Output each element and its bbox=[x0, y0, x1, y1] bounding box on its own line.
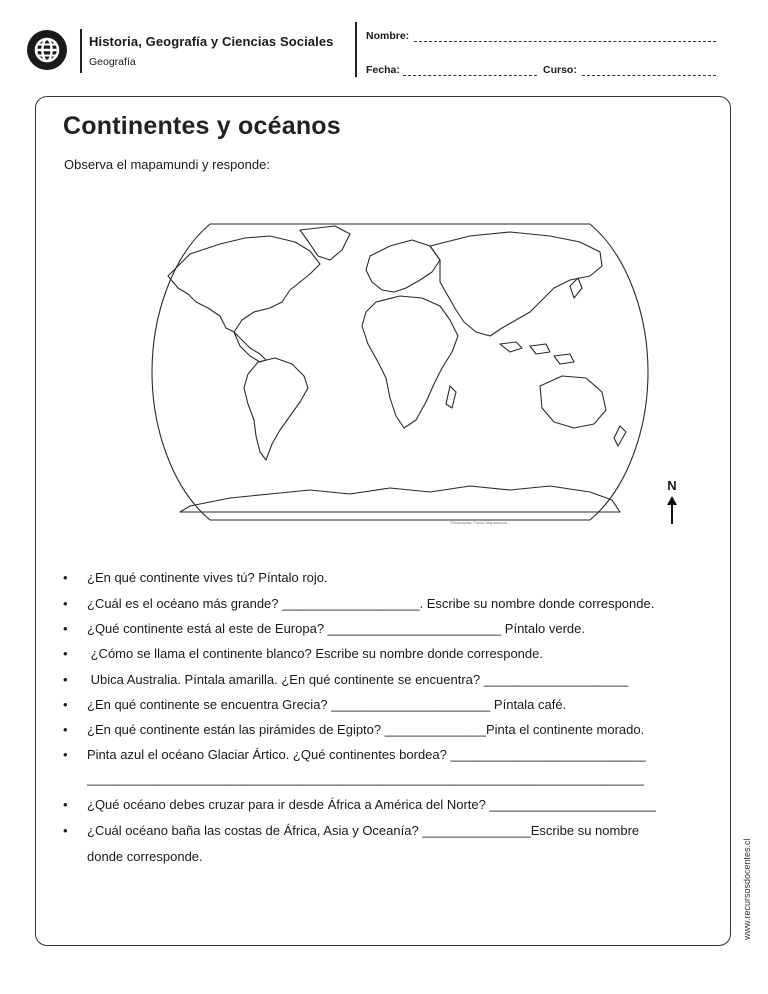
question-text: ¿Qué océano debes cruzar para ir desde África a América del Norte? _______________________ bbox=[87, 797, 656, 812]
name-field[interactable] bbox=[414, 41, 716, 42]
question-text: ¿En qué continente vives tú? Píntalo rojo. bbox=[87, 570, 328, 585]
north-label: N bbox=[667, 478, 677, 493]
madagascar-outline bbox=[446, 386, 456, 408]
subject-area: Geografía bbox=[89, 56, 136, 68]
list-item bbox=[63, 722, 644, 737]
north-america-outline bbox=[168, 236, 320, 332]
list-item bbox=[63, 747, 646, 762]
greenland-outline bbox=[300, 226, 350, 260]
list-item bbox=[63, 646, 543, 661]
question-text: ¿Cuál océano baña las costas de África, Asia y Oceanía? _______________Escribe su nombre bbox=[87, 823, 640, 838]
bullet-icon: • bbox=[63, 570, 68, 585]
bullet-icon: • bbox=[63, 596, 68, 611]
date-field[interactable] bbox=[403, 75, 537, 76]
instruction-text: Observa el mapamundi y responde: bbox=[64, 157, 270, 172]
bullet-icon: • bbox=[63, 747, 68, 762]
page-title: Continentes y océanos bbox=[63, 112, 341, 140]
list-item bbox=[63, 621, 585, 636]
islands-outline bbox=[500, 342, 574, 364]
list-item bbox=[63, 570, 328, 585]
name-label: Nombre: bbox=[366, 30, 410, 42]
list-item bbox=[63, 823, 639, 838]
question-text: ¿En qué continente están las pirámides de Egipto? ______________Pinta el continente morado. bbox=[87, 722, 645, 737]
question-text: ¿Qué continente está al este de Europa? ________________________ Píntalo verde. bbox=[87, 621, 586, 636]
asia-outline bbox=[430, 232, 602, 336]
africa-outline bbox=[362, 296, 458, 428]
bullet-icon: • bbox=[63, 823, 68, 838]
course-field[interactable] bbox=[582, 75, 716, 76]
map-caption: ©Ilustración: Fondo Mapamundi... bbox=[450, 520, 511, 525]
bullet-icon: • bbox=[63, 697, 68, 712]
bullet-icon: • bbox=[63, 722, 68, 737]
globe-icon bbox=[26, 29, 68, 71]
question-text: ¿Cuál es el océano más grande? ___________________. Escribe su nombre donde corresponde. bbox=[87, 596, 655, 611]
new-zealand-outline bbox=[614, 426, 626, 446]
question-text: ¿En qué continente se encuentra Grecia? ______________________ Píntala café. bbox=[87, 697, 567, 712]
australia-outline bbox=[540, 376, 606, 428]
header-divider-left bbox=[80, 29, 82, 73]
japan-outline bbox=[570, 278, 582, 298]
list-item bbox=[63, 697, 566, 712]
world-map-image bbox=[150, 216, 650, 528]
arrow-up-icon bbox=[662, 496, 682, 526]
list-item bbox=[63, 596, 654, 611]
central-america-outline bbox=[234, 332, 266, 362]
header-divider-right bbox=[355, 22, 357, 77]
europe-outline bbox=[366, 240, 440, 292]
course-label: Curso: bbox=[543, 64, 577, 76]
north-arrow bbox=[662, 478, 682, 526]
subject-title: Historia, Geografía y Ciencias Sociales bbox=[89, 34, 334, 49]
list-item bbox=[63, 797, 656, 812]
question-continuation: donde corresponde. bbox=[87, 849, 203, 864]
list-item bbox=[63, 672, 628, 687]
question-text: Ubica Australia. Píntala amarilla. ¿En qué continente se encuentra? ____________________ bbox=[87, 672, 629, 687]
question-text: ¿Cómo se llama el continente blanco? Escribe su nombre donde corresponde. bbox=[87, 646, 543, 661]
question-text: Pinta azul el océano Glaciar Ártico. ¿Qué continentes bordea? ___________________________ bbox=[87, 747, 646, 762]
website-url: www.recursosdocentes.cl bbox=[742, 838, 752, 940]
date-label: Fecha: bbox=[366, 64, 400, 76]
answer-line: _____________________________________________________________________________ bbox=[87, 771, 644, 786]
south-america-outline bbox=[244, 358, 308, 460]
bullet-icon: • bbox=[63, 797, 68, 812]
antarctica-outline bbox=[180, 486, 620, 512]
map-border bbox=[152, 224, 648, 520]
bullet-icon: • bbox=[63, 672, 68, 687]
bullet-icon: • bbox=[63, 646, 68, 661]
bullet-icon: • bbox=[63, 621, 68, 636]
